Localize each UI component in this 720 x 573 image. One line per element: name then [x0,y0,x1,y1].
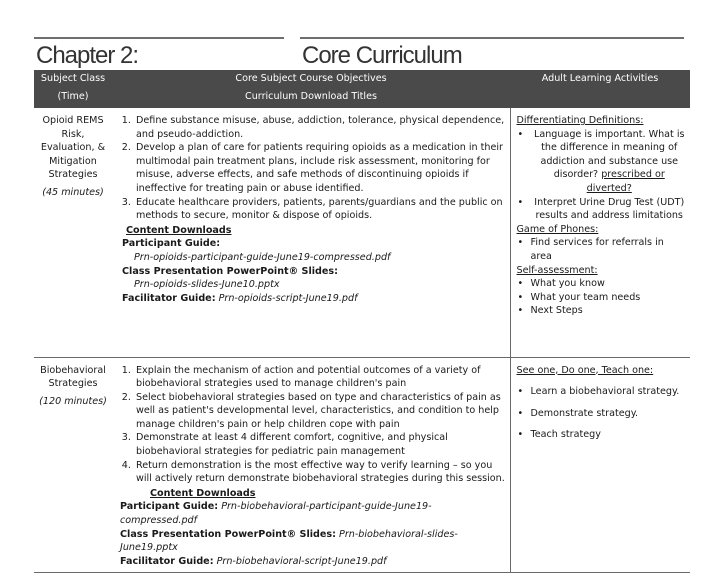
participant-guide-label: Participant Guide: [120,501,219,513]
objective-item: 2. Develop a plan of care for patients requiring opioids as a medication in their multimodal pain treatment plans, include risk assessment, monitoring for misuse, adverse effects, and safe methods of discontinuing opioids if ineffective for treating pain or abuse identified. [134,141,506,195]
activity-list [517,128,689,223]
header-activities-label: Adult Learning Activities [541,73,659,84]
table-row [34,357,690,573]
content-downloads [118,487,506,569]
activity-item: • What you know [517,277,689,291]
header-time-label: (Time) [57,91,89,102]
slide-title-area [34,26,684,70]
activity-heading: Self-assessment: [516,264,598,276]
activity-heading: Differentiating Definitions: [516,115,644,126]
title-rule-left [34,37,284,39]
header-subject-label: Subject Class [40,73,106,84]
facilitator-guide-link[interactable]: Prn-biobehavioral-script-June19.pdf [216,555,387,567]
subject-time: (120 minutes) [39,395,107,407]
slides-label: Class Presentation PowerPoint® Slides: [120,528,336,540]
objective-item: 1. Explain the mechanism of action and potential outcomes of a variety of biobehavioral strategies used to manage children's pain [134,364,506,391]
objectives-list [118,114,506,223]
header-activities [510,70,690,108]
participant-guide-link[interactable]: Prn-biobehavioral-participant-guide-June19-compressed.pdf [120,501,432,527]
objective-item: 4. Return demonstration is the most effective way to verify learning – so you will actively return demonstrate biobehavioral strategies during this session. [134,459,506,486]
facilitator-guide-link[interactable]: Prn-opioids-script-June19.pdf [218,292,358,304]
table-row [34,108,690,357]
activity-list [517,277,689,318]
activities-cell [510,108,690,357]
activity-item: • Find services for referrals in area [517,236,689,263]
objective-item: 3. Educate healthcare providers, patients, parents/guardians and the public on methods to secure, monitor & dispose of opioids. [134,196,506,223]
activity-item: • Teach strategy [517,428,689,442]
subject-cell [34,357,112,573]
slides-label: Class Presentation PowerPoint® Slides: [122,265,338,277]
activity-item: • Next Steps [517,304,689,318]
subject-line: Strategies [48,378,98,390]
header-subject-class [34,70,112,108]
activity-list [517,385,689,442]
objectives-cell [112,108,510,357]
curriculum-table [34,70,690,573]
activity-item-text: Interpret Urine Drug Test (UDT) results and address limitations [534,196,685,222]
header-objectives-label: Core Subject Course Objectives [235,73,387,84]
objective-item: 3. Demonstrate at least 4 different comfort, cognitive, and physical biobehavioral strategies for pediatric pain management [134,431,506,458]
activity-item: • Learn a biobehavioral strategy. [517,385,689,399]
facilitator-guide-label: Facilitator Guide: [120,555,214,567]
content-downloads [118,224,506,306]
activity-item: • Demonstrate strategy. [517,407,689,421]
subject-line: Opioid REMS [42,115,104,126]
activity-heading: See one, Do one, Teach one: [516,364,654,376]
activity-item [517,128,689,196]
activity-item-underline: prescribed or [601,169,665,181]
activities-cell [510,357,690,573]
activity-item-underline: diverted? [586,182,632,194]
activity-item-text: Language is important. What is the difference in meaning of addiction and substance use disorder? [533,128,685,181]
downloads-heading: Content Downloads [150,487,256,499]
subject-line: Evaluation, & [40,142,106,154]
slides-link[interactable]: Prn-biobehavioral-slides-June19.pptx [120,528,458,554]
facilitator-guide-label: Facilitator Guide: [122,292,216,304]
activity-heading: Game of Phones: [516,223,599,235]
header-objectives [112,70,510,108]
subject-time: (45 minutes) [42,186,104,198]
chapter-title: Chapter 2: [36,42,139,69]
title-rule-right [300,37,684,39]
downloads-heading: Content Downloads [126,224,232,236]
objective-item: 2. Select biobehavioral strategies based on type and characteristics of pain as well as patient's developmental level, characteristics, and condition to help manage children's pain or help children cope with pain [134,391,506,432]
header-downloads-label: Curriculum Download Titles [245,91,377,102]
subject-line: Strategies [48,169,98,181]
subject-cell [34,108,112,357]
activity-list [517,236,689,263]
activity-item [517,196,689,223]
objective-item: 1. Define substance misuse, abuse, addiction, tolerance, physical dependence, and pseudo-addiction. [134,114,506,141]
slides-link[interactable]: Prn-opioids-slides-June10.pptx [134,279,280,291]
objectives-cell [112,357,510,573]
section-title: Core Curriculum [302,42,462,69]
objectives-list [118,364,506,486]
participant-guide-link[interactable]: Prn-opioids-participant-guide-June19-compressed.pdf [134,251,391,263]
participant-guide-label: Participant Guide: [122,238,221,250]
subject-line: Mitigation [49,155,97,167]
table-header-row [34,70,690,108]
subject-line: Risk, [61,128,85,140]
subject-line: Biobehavioral [40,364,106,376]
activity-item: • What your team needs [517,291,689,305]
